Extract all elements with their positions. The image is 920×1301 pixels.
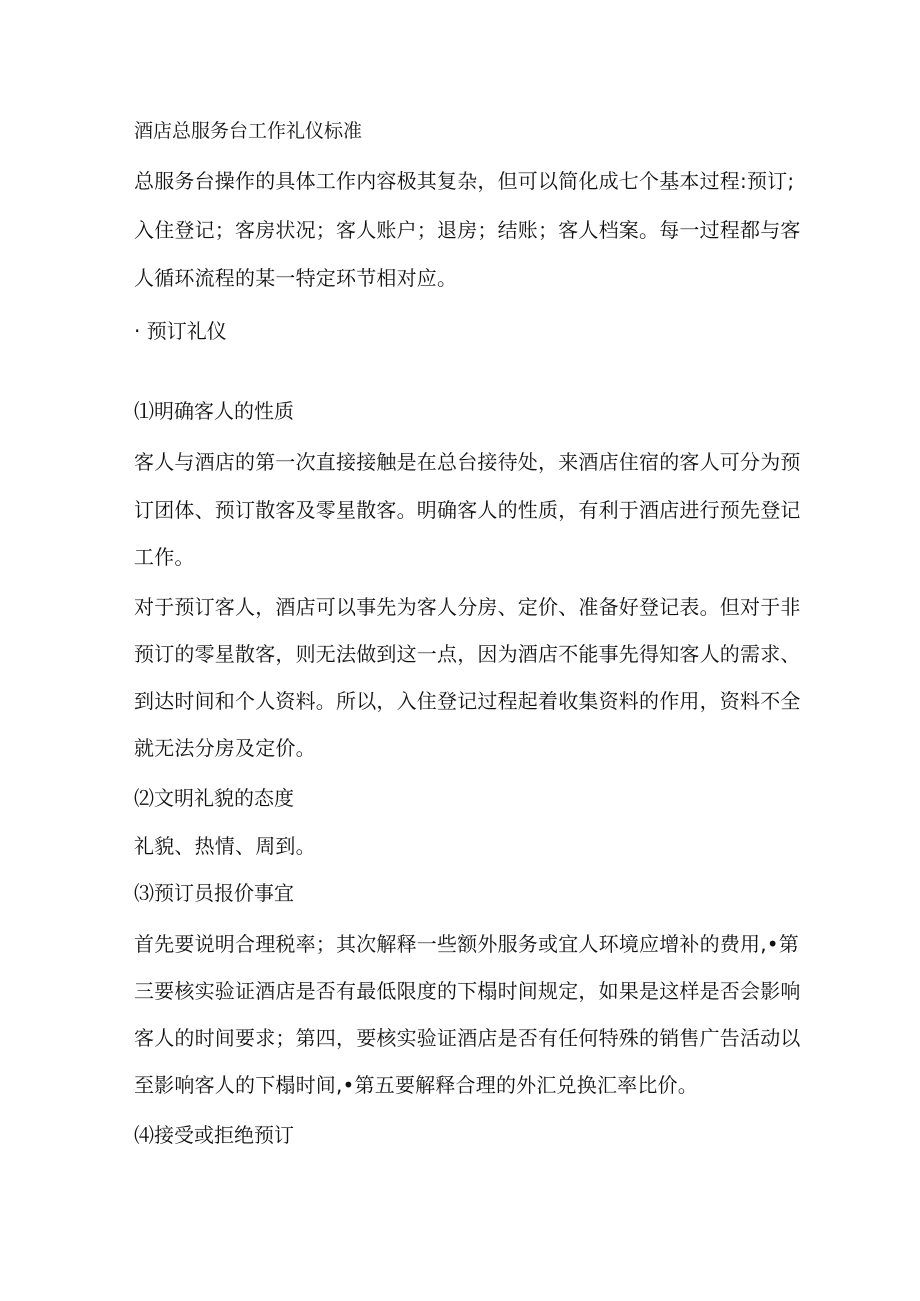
paragraph-line: 首先要说明合理税率；其次解释一些额外服务或宜人环境应增补的费用,•第 bbox=[134, 932, 799, 956]
item-heading: ⑵文明礼貌的态度 bbox=[134, 786, 294, 810]
item-heading: ⑷接受或拒绝预订 bbox=[134, 1123, 294, 1147]
item-heading: ⑴明确客人的性质 bbox=[134, 399, 294, 423]
paragraph-line: 就无法分房及定价。 bbox=[134, 736, 316, 760]
paragraph-line: 至影响客人的下榻时间,•第五要解释合理的外汇兑换汇率比价。 bbox=[134, 1073, 698, 1097]
intro-line: 入住登记；客房状况；客人账户；退房；结账；客人档案。每一过程都与客 bbox=[134, 218, 801, 242]
paragraph-line: 三要核实验证酒店是否有最低限度的下榻时间规定，如果是这样是否会影响 bbox=[134, 979, 801, 1003]
paragraph-line: 订团体、预订散客及零星散客。明确客人的性质，有利于酒店进行预先登记 bbox=[134, 498, 801, 522]
paragraph-line: 预订的零星散客，则无法做到这一点，因为酒店不能事先得知客人的需求、 bbox=[134, 642, 801, 666]
paragraph-line: 工作。 bbox=[134, 545, 195, 569]
paragraph-line: 客人与酒店的第一次直接接触是在总台接待处，来酒店住宿的客人可分为预 bbox=[134, 450, 801, 474]
section-heading: · 预订礼仪 bbox=[134, 319, 227, 343]
paragraph-line: 到达时间和个人资料。所以，入住登记过程起着收集资料的作用，资料不全 bbox=[134, 689, 801, 713]
paragraph-line: 客人的时间要求；第四，要核实验证酒店是否有任何特殊的销售广告活动以 bbox=[134, 1026, 801, 1050]
paragraph-line: 礼貌、热情、周到。 bbox=[134, 834, 316, 858]
document-title: 酒店总服务台工作礼仪标准 bbox=[134, 120, 363, 142]
intro-line: 人循环流程的某一特定环节相对应。 bbox=[134, 266, 458, 290]
intro-line: 总服务台操作的具体工作内容极其复杂，但可以简化成七个基本过程:预订; bbox=[134, 169, 795, 193]
item-heading: ⑶预订员报价事宜 bbox=[134, 881, 294, 905]
paragraph-line: 对于预订客人，酒店可以事先为客人分房、定价、准备好登记表。但对于非 bbox=[134, 595, 801, 619]
